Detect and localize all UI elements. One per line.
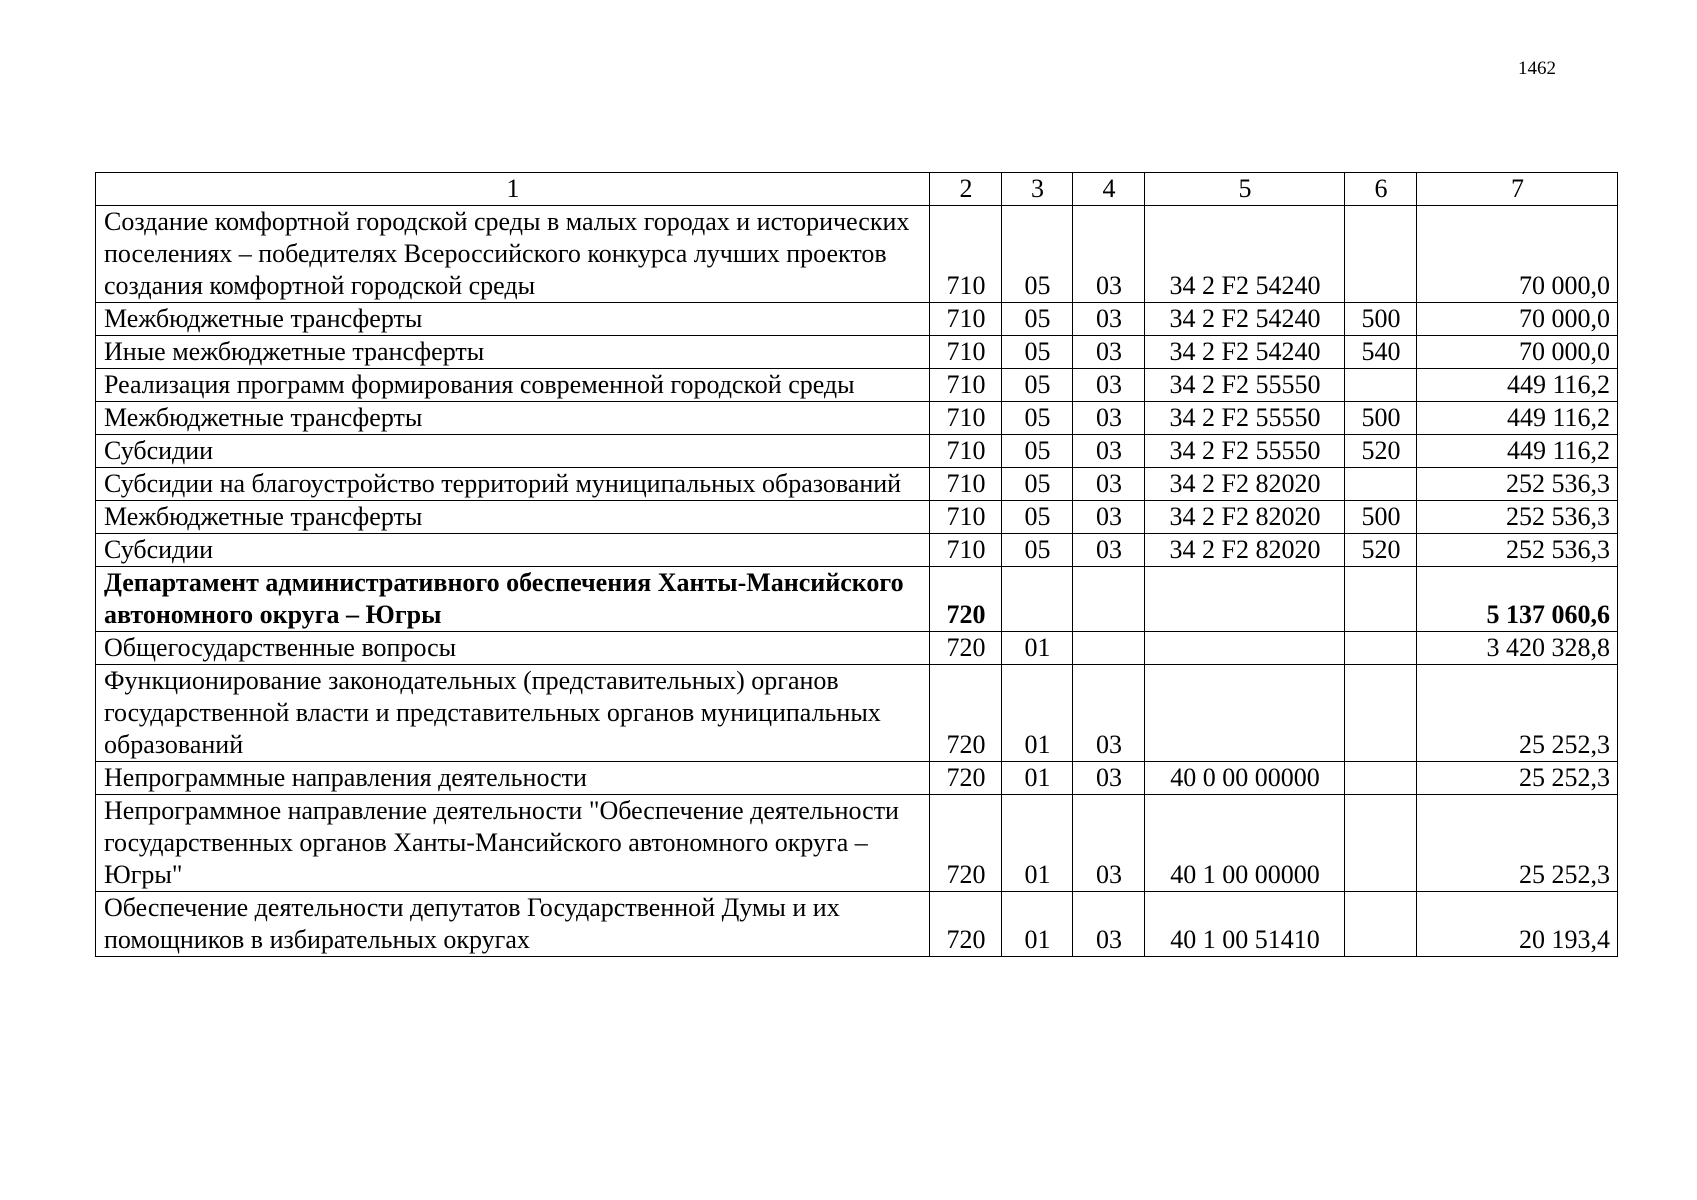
row-name-cell: Непрограммное направление деятельности "Обеспечение деятельности государственных органов Ханты-Мансийского автономного округа – Югры" <box>96 795 930 892</box>
row-col2-cell: 710 <box>930 468 1002 501</box>
row-col6-cell <box>1345 206 1417 303</box>
row-col6-cell <box>1345 762 1417 795</box>
row-col4-cell: 03 <box>1073 206 1145 303</box>
row-col2-cell: 710 <box>930 369 1002 402</box>
row-col2-cell: 720 <box>930 795 1002 892</box>
column-header: 6 <box>1345 173 1417 206</box>
row-col5-cell <box>1145 632 1345 665</box>
row-col4-cell: 03 <box>1073 468 1145 501</box>
row-name-cell: Субсидии на благоустройство территорий муниципальных образований <box>96 468 930 501</box>
row-amount-cell: 25 252,3 <box>1417 665 1618 762</box>
table-row <box>96 762 1618 795</box>
row-name-cell: Создание комфортной городской среды в малых городах и исторических поселениях – победителях Всероссийского конкурса лучших проектов создания комфортной городской среды <box>96 206 930 303</box>
row-col4-cell: 03 <box>1073 501 1145 534</box>
row-col5-cell <box>1145 665 1345 762</box>
table-row <box>96 303 1618 336</box>
row-name-cell: Непрограммные направления деятельности <box>96 762 930 795</box>
row-amount-cell: 449 116,2 <box>1417 402 1618 435</box>
row-name-cell: Межбюджетные трансферты <box>96 303 930 336</box>
row-col2-cell: 710 <box>930 336 1002 369</box>
row-col6-cell <box>1345 369 1417 402</box>
row-amount-cell: 252 536,3 <box>1417 534 1618 567</box>
row-col5-cell: 34 2 F2 55550 <box>1145 402 1345 435</box>
row-col6-cell: 500 <box>1345 501 1417 534</box>
table-row <box>96 206 1618 303</box>
table-row <box>96 369 1618 402</box>
row-amount-cell: 449 116,2 <box>1417 435 1618 468</box>
table-header-row <box>96 173 1618 206</box>
row-col2-cell: 720 <box>930 567 1002 632</box>
row-col6-cell: 500 <box>1345 303 1417 336</box>
row-name-cell: Субсидии <box>96 534 930 567</box>
table-row-department <box>96 567 1618 632</box>
row-name-cell: Департамент административного обеспечения Ханты-Мансийского автономного округа – Югры <box>96 567 930 632</box>
budget-table <box>95 172 1618 957</box>
row-amount-cell: 70 000,0 <box>1417 303 1618 336</box>
row-col5-cell <box>1145 567 1345 632</box>
row-col5-cell: 40 1 00 00000 <box>1145 795 1345 892</box>
row-name-cell: Функционирование законодательных (представительных) органов государственной власти и представительных органов муниципальных образований <box>96 665 930 762</box>
table-row <box>96 336 1618 369</box>
row-name-cell: Обеспечение деятельности депутатов Государственной Думы и их помощников в избирательных округах <box>96 892 930 957</box>
column-header: 1 <box>96 173 930 206</box>
table-row <box>96 665 1618 762</box>
column-header: 4 <box>1073 173 1145 206</box>
row-col3-cell: 01 <box>1002 892 1073 957</box>
table-row <box>96 632 1618 665</box>
row-col4-cell: 03 <box>1073 795 1145 892</box>
table-row <box>96 534 1618 567</box>
row-col6-cell <box>1345 795 1417 892</box>
row-amount-cell: 70 000,0 <box>1417 206 1618 303</box>
row-amount-cell: 5 137 060,6 <box>1417 567 1618 632</box>
table-row <box>96 435 1618 468</box>
row-col5-cell: 34 2 F2 82020 <box>1145 501 1345 534</box>
row-amount-cell: 20 193,4 <box>1417 892 1618 957</box>
row-col4-cell: 03 <box>1073 665 1145 762</box>
row-col4-cell <box>1073 567 1145 632</box>
row-col2-cell: 720 <box>930 632 1002 665</box>
column-header: 5 <box>1145 173 1345 206</box>
row-amount-cell: 25 252,3 <box>1417 795 1618 892</box>
row-col3-cell <box>1002 567 1073 632</box>
table-row <box>96 795 1618 892</box>
row-col4-cell <box>1073 632 1145 665</box>
row-col6-cell: 500 <box>1345 402 1417 435</box>
row-col2-cell: 710 <box>930 402 1002 435</box>
row-col3-cell: 01 <box>1002 762 1073 795</box>
row-col3-cell: 05 <box>1002 206 1073 303</box>
row-col3-cell: 05 <box>1002 468 1073 501</box>
row-col5-cell: 34 2 F2 82020 <box>1145 534 1345 567</box>
row-name-cell: Реализация программ формирования современной городской среды <box>96 369 930 402</box>
table-row <box>96 402 1618 435</box>
row-col6-cell <box>1345 665 1417 762</box>
row-amount-cell: 252 536,3 <box>1417 468 1618 501</box>
row-col5-cell: 34 2 F2 55550 <box>1145 369 1345 402</box>
row-name-cell: Иные межбюджетные трансферты <box>96 336 930 369</box>
row-col3-cell: 05 <box>1002 369 1073 402</box>
row-col3-cell: 01 <box>1002 795 1073 892</box>
row-col3-cell: 05 <box>1002 402 1073 435</box>
table-row <box>96 892 1618 957</box>
row-col6-cell <box>1345 892 1417 957</box>
row-col4-cell: 03 <box>1073 762 1145 795</box>
row-col4-cell: 03 <box>1073 534 1145 567</box>
row-col2-cell: 710 <box>930 303 1002 336</box>
row-col6-cell <box>1345 567 1417 632</box>
row-name-cell: Общегосударственные вопросы <box>96 632 930 665</box>
row-col3-cell: 05 <box>1002 336 1073 369</box>
row-name-cell: Межбюджетные трансферты <box>96 402 930 435</box>
row-col4-cell: 03 <box>1073 892 1145 957</box>
row-col2-cell: 720 <box>930 762 1002 795</box>
row-amount-cell: 3 420 328,8 <box>1417 632 1618 665</box>
row-col4-cell: 03 <box>1073 369 1145 402</box>
column-header: 7 <box>1417 173 1618 206</box>
row-col5-cell: 34 2 F2 55550 <box>1145 435 1345 468</box>
column-header: 3 <box>1002 173 1073 206</box>
row-col3-cell: 01 <box>1002 632 1073 665</box>
row-col5-cell: 34 2 F2 54240 <box>1145 336 1345 369</box>
row-amount-cell: 25 252,3 <box>1417 762 1618 795</box>
row-name-cell: Субсидии <box>96 435 930 468</box>
row-col2-cell: 720 <box>930 665 1002 762</box>
row-col3-cell: 01 <box>1002 665 1073 762</box>
row-name-cell: Межбюджетные трансферты <box>96 501 930 534</box>
row-col3-cell: 05 <box>1002 534 1073 567</box>
row-col5-cell: 40 0 00 00000 <box>1145 762 1345 795</box>
row-col3-cell: 05 <box>1002 435 1073 468</box>
row-col5-cell: 34 2 F2 54240 <box>1145 206 1345 303</box>
row-col6-cell <box>1345 468 1417 501</box>
row-col5-cell: 34 2 F2 54240 <box>1145 303 1345 336</box>
row-col6-cell: 520 <box>1345 435 1417 468</box>
row-col5-cell: 40 1 00 51410 <box>1145 892 1345 957</box>
row-col3-cell: 05 <box>1002 501 1073 534</box>
table-row <box>96 468 1618 501</box>
row-col2-cell: 720 <box>930 892 1002 957</box>
table-row <box>96 501 1618 534</box>
row-col2-cell: 710 <box>930 534 1002 567</box>
row-amount-cell: 70 000,0 <box>1417 336 1618 369</box>
row-col4-cell: 03 <box>1073 336 1145 369</box>
row-col6-cell <box>1345 632 1417 665</box>
row-col3-cell: 05 <box>1002 303 1073 336</box>
row-col4-cell: 03 <box>1073 303 1145 336</box>
row-col2-cell: 710 <box>930 501 1002 534</box>
row-col6-cell: 540 <box>1345 336 1417 369</box>
column-header: 2 <box>930 173 1002 206</box>
row-col5-cell: 34 2 F2 82020 <box>1145 468 1345 501</box>
row-col4-cell: 03 <box>1073 435 1145 468</box>
row-col6-cell: 520 <box>1345 534 1417 567</box>
row-col2-cell: 710 <box>930 206 1002 303</box>
row-col2-cell: 710 <box>930 435 1002 468</box>
row-amount-cell: 252 536,3 <box>1417 501 1618 534</box>
row-amount-cell: 449 116,2 <box>1417 369 1618 402</box>
row-col4-cell: 03 <box>1073 402 1145 435</box>
page-number: 1462 <box>1518 58 1556 79</box>
